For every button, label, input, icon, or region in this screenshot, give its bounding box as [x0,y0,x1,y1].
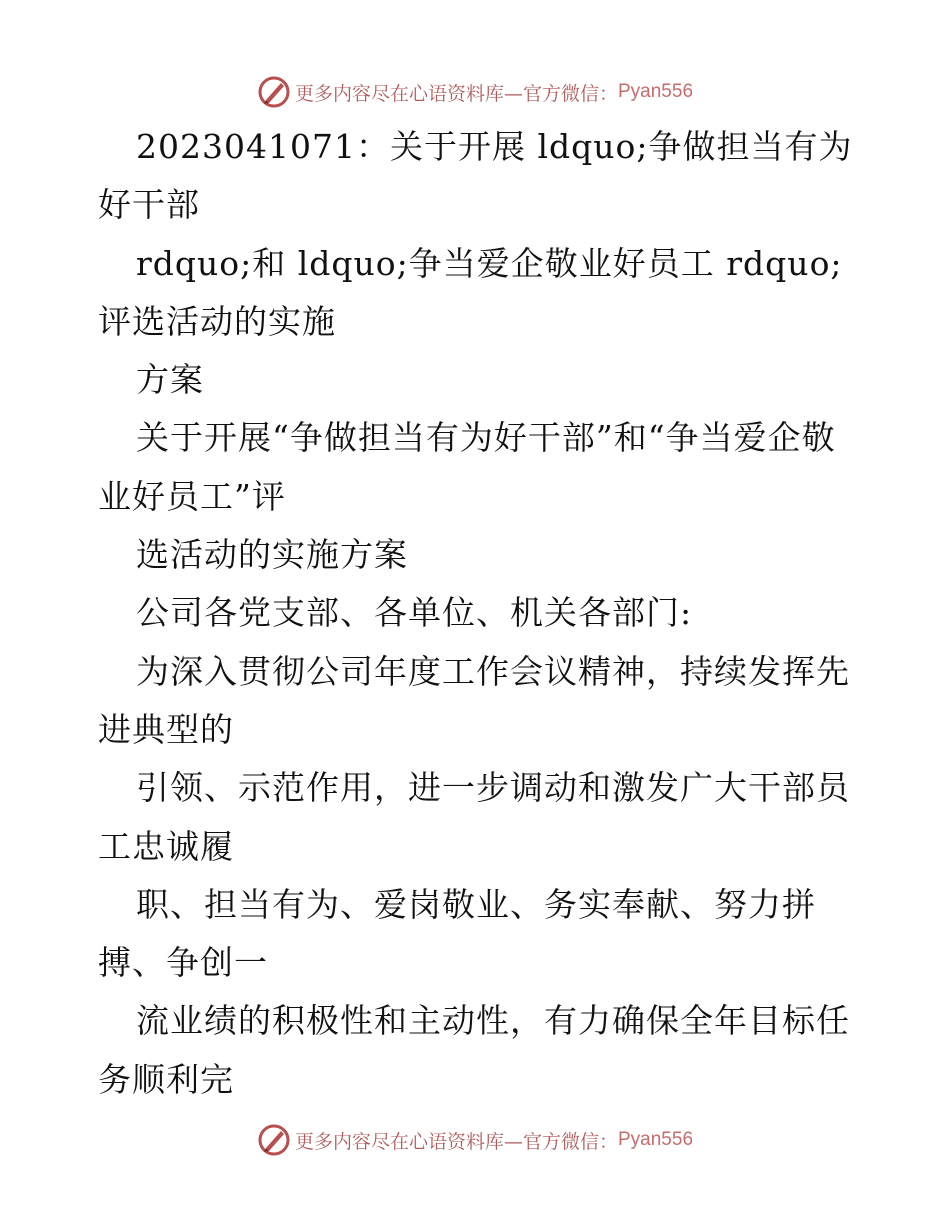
paragraph: 方案 [136,360,204,400]
document-body [98,118,858,1109]
paragraph: 流业绩的积极性和主动性，有力确保全年目标任务顺利完 [98,1001,850,1099]
header-watermark [0,72,950,112]
header-text: 更多内容尽在心语资料库—官方微信： [294,82,618,105]
paragraph: 2023041071：关于开展 ldquo;争做担当有为好干部 [98,127,853,225]
paragraph: 关于开展“争做担当有为好干部”和“争当爱企敬业好员工”评 [98,418,836,516]
pen-logo-icon [257,1123,291,1157]
paragraph: rdquo;和 ldquo;争当爱企敬业好员工 rdquo;评选活动的实施 [98,243,843,341]
paragraph: 公司各党支部、各单位、机关各部门: [136,593,693,633]
paragraph: 引领、示范作用，进一步调动和激发广大干部员工忠诚履 [98,768,850,866]
footer-watermark [0,1120,950,1160]
footer-text: 更多内容尽在心语资料库—官方微信： [294,1130,618,1153]
pen-logo-icon [257,75,291,109]
paragraph: 为深入贯彻公司年度工作会议精神，持续发挥先进典型的 [98,651,850,749]
footer-wechat-id: Pyan556 [618,1129,694,1150]
paragraph: 选活动的实施方案 [136,535,408,575]
header-wechat-id: Pyan556 [618,81,694,102]
paragraph: 职、担当有为、爱岗敬业、务实奉献、努力拼搏、争创一 [98,884,816,983]
